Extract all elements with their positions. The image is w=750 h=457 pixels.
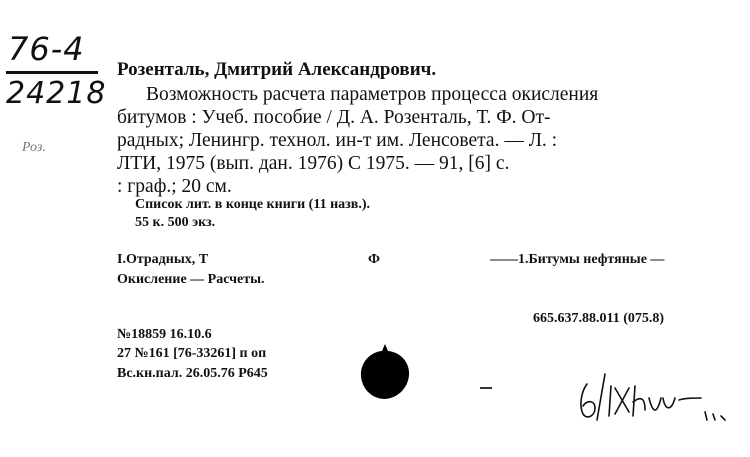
shelfmark-rule	[6, 71, 98, 74]
pencil-dash	[480, 387, 492, 389]
tracing-added-author: I.Отрадных, Т	[117, 252, 209, 267]
stamp-mark: Роз.	[22, 140, 46, 155]
note-price-print-run: 55 к. 500 экз.	[135, 215, 216, 230]
shelfmark-line2: 24218	[6, 76, 107, 111]
tracing-subject-cont: Окисление — Расчеты.	[117, 272, 265, 287]
tracing-added-author-letter: Ф	[368, 252, 381, 267]
accession-line-1: №18859 16.10.6	[117, 327, 212, 342]
body-line-4: ЛТИ, 1975 (вып. дан. 1976) С 1975. — 91, [6] с.	[117, 153, 510, 174]
udc-code: 665.637.88.011 (075.8)	[533, 311, 665, 326]
ink-blot	[360, 344, 410, 400]
shelfmark-line1: 76-4	[8, 30, 85, 68]
body-line-5: : граф.; 20 см.	[117, 176, 232, 197]
body-line-1: Возможность расчета параметров процесса окисления	[146, 84, 599, 105]
body-line-2: битумов : Учеб. пособие / Д. А. Розенталь, Т. Ф. От-	[117, 107, 551, 128]
accession-line-2: 27 №161 [76-33261] п оп	[117, 346, 267, 361]
tracing-subject: ——1.Битумы нефтяные —	[490, 252, 665, 267]
note-bibliography: Список лит. в конце книги (11 назв.).	[135, 197, 370, 212]
body-line-3: радных; Ленингр. технол. ин-т им. Ленсовета. — Л. :	[117, 130, 558, 151]
card-heading: Розенталь, Дмитрий Александрович.	[117, 59, 437, 80]
handwritten-signature	[575, 368, 745, 438]
accession-line-3: Вс.кн.пал. 26.05.76 Р645	[117, 366, 268, 381]
